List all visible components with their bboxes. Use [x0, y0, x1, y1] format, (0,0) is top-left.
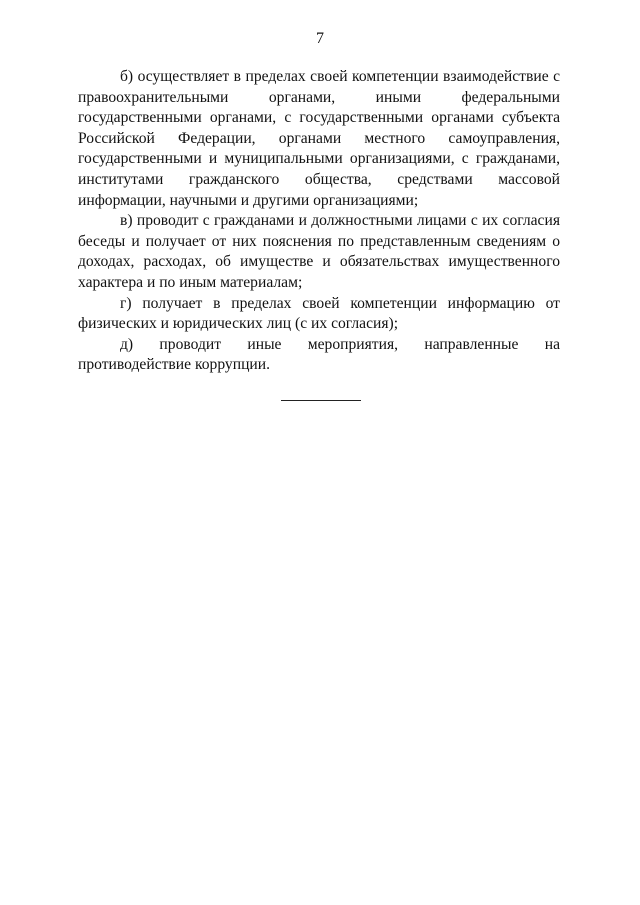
document-body — [78, 67, 560, 376]
page-number: 7 — [316, 30, 324, 47]
paragraph-d: д) проводит иные мероприятия, направленные на противодействие коррупции. — [78, 335, 560, 374]
end-separator-line — [281, 400, 361, 401]
paragraph-g: г) получает в пределах своей компетенции информацию от физических и юридических лиц (с их согласия); — [78, 294, 560, 333]
paragraph-v: в) проводит с гражданами и должностными лицами с их согласия беседы и получает от них пояснения по представленным сведениям о доходах, расходах, об имуществе и обязательствах имущественного характера и по иным материалам; — [78, 212, 560, 291]
paragraph-b: б) осуществляет в пределах своей компетенции взаимодействие с правоохранительными органами, иными федеральными государственными органами, с государственными органами субъекта Российской Федерации, органами местного самоуправления, государственными и муниципальными организациями, с гражданами, институтами гражданского общества, средствами массовой информации, научными и другими организациями; — [78, 68, 560, 209]
